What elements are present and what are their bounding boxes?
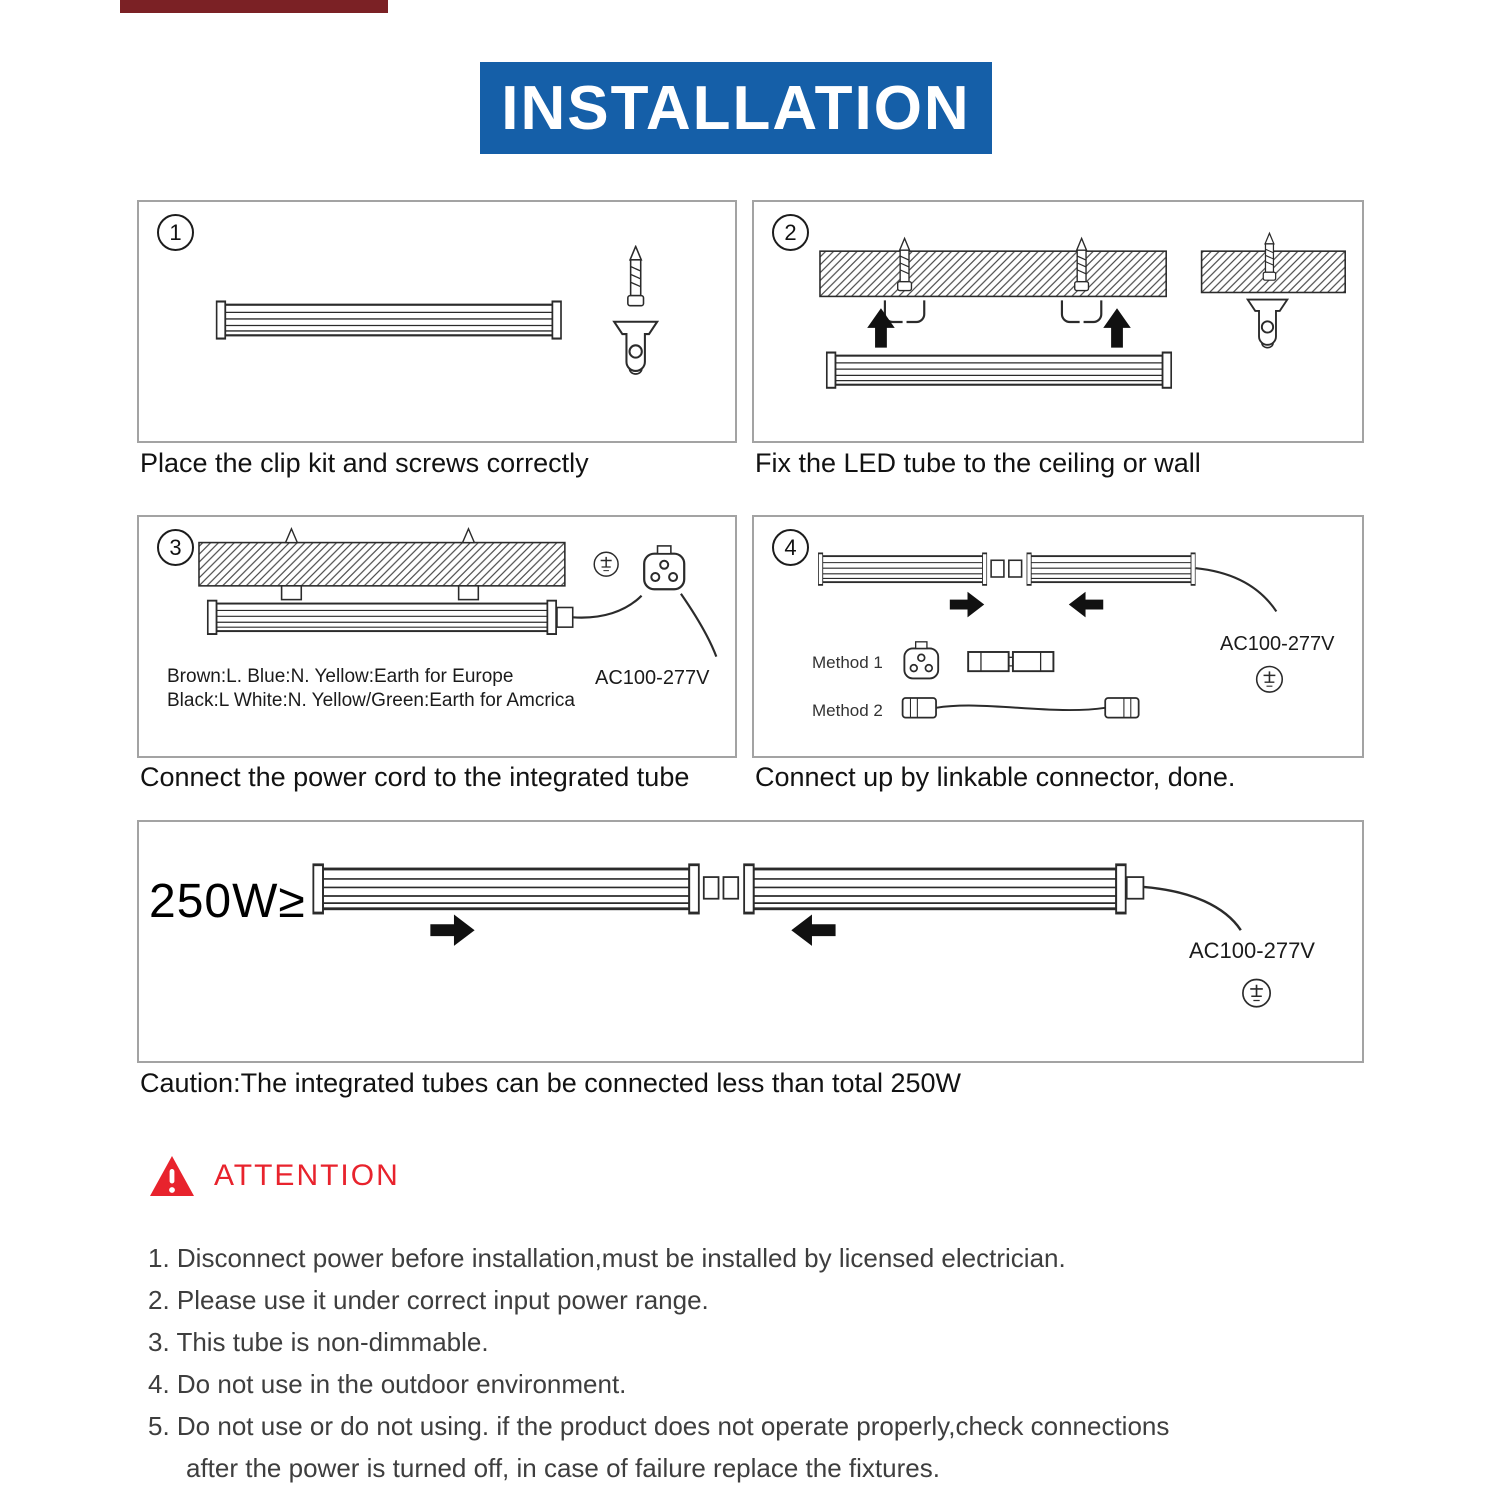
voltage-label: AC100-277V <box>595 667 710 689</box>
tube-end-connector-graphic <box>557 607 573 627</box>
step-2-number-badge: 2 <box>772 214 809 251</box>
power-cord-graphic <box>1196 568 1277 611</box>
step-3-diagram <box>139 517 735 756</box>
attention-item-3: 3. This tube is non-dimmable. <box>148 1327 489 1357</box>
step-2-diagram <box>754 202 1362 441</box>
ground-symbol-icon <box>594 552 618 576</box>
left-arrow-icon <box>1069 592 1103 618</box>
wire-color-note-line1: Brown:L. Blue:N. Yellow:Earth for Europe <box>167 666 514 687</box>
power-cord-graphic <box>573 596 642 618</box>
screw-tip-icon <box>286 529 298 543</box>
warning-triangle-icon <box>148 1154 196 1198</box>
led-tube-graphic <box>313 865 699 913</box>
linkable-connector-graphic <box>723 877 738 899</box>
led-tube-graphic <box>208 601 556 634</box>
attention-item-2: 2. Please use it under correct input power range. <box>148 1285 709 1315</box>
clip-icon <box>1248 300 1288 348</box>
step-1-caption: Place the clip kit and screws correctly <box>140 448 589 478</box>
screw-icon <box>628 246 644 305</box>
step-1-panel <box>137 200 737 443</box>
step-2-caption: Fix the LED tube to the ceiling or wall <box>755 448 1201 478</box>
led-tube-graphic <box>827 353 1171 388</box>
up-arrow-icon <box>867 308 895 347</box>
clip-icon <box>614 322 657 374</box>
power-cord-graphic <box>681 594 716 657</box>
method2-cable-graphic <box>903 698 1139 718</box>
step-3-caption: Connect the power cord to the integrated tube <box>140 762 690 792</box>
step-2-panel <box>752 200 1364 443</box>
clip-mount-graphic <box>282 586 302 600</box>
attention-item-4: 4. Do not use in the outdoor environment. <box>148 1369 627 1399</box>
ceiling-hatch-graphic <box>820 251 1166 296</box>
led-tube-graphic <box>744 865 1126 913</box>
step-4-caption: Connect up by linkable connector, done. <box>755 762 1236 792</box>
up-arrow-icon <box>1103 308 1131 347</box>
max-wattage-label: 250W≥ <box>149 875 306 928</box>
max-wattage-caption: Caution:The integrated tubes can be connected less than total 250W <box>140 1068 962 1098</box>
max-wattage-panel <box>137 820 1364 1063</box>
screw-icon <box>1263 233 1275 280</box>
tube-end-connector-graphic <box>1127 877 1144 899</box>
power-cord-graphic <box>1143 887 1240 930</box>
power-plug-icon <box>644 546 684 589</box>
voltage-label: AC100-277V <box>1220 633 1335 655</box>
title-banner <box>480 62 992 154</box>
attention-title: ATTENTION <box>214 1159 400 1192</box>
linkable-connector-graphic <box>1009 560 1022 577</box>
wire-color-note-line2: Black:L White:N. Yellow/Green:Earth for Amcrica <box>167 690 575 711</box>
step-1-diagram <box>139 202 735 441</box>
right-arrow-icon <box>430 914 474 945</box>
linkable-connector-graphic <box>704 877 719 899</box>
screw-tip-icon <box>463 529 475 543</box>
linkable-connector-graphic <box>991 560 1004 577</box>
linkable-connector-icon <box>968 652 1053 671</box>
right-arrow-icon <box>950 592 984 618</box>
step-4-number-badge: 4 <box>772 529 809 566</box>
step-4-panel <box>752 515 1364 758</box>
attention-item-5: 5. Do not use or do not using. if the product does not operate properly,check connections <box>148 1411 1170 1441</box>
page-title: INSTALLATION <box>501 73 971 143</box>
power-plug-icon <box>904 642 938 679</box>
method-1-label: Method 1 <box>812 653 883 672</box>
led-tube-graphic <box>1027 553 1195 585</box>
method-2-label: Method 2 <box>812 701 883 720</box>
attention-item-5-continued: after the power is turned off, in case of failure replace the fixtures. <box>186 1453 940 1483</box>
step-3-panel <box>137 515 737 758</box>
voltage-label: AC100-277V <box>1189 938 1315 963</box>
ground-symbol-icon <box>1243 979 1270 1006</box>
max-wattage-diagram <box>139 822 1362 1061</box>
cropped-header-bar <box>120 0 388 13</box>
step-3-number-badge: 3 <box>157 529 194 566</box>
ground-symbol-icon <box>1257 666 1283 692</box>
step-1-number-badge: 1 <box>157 214 194 251</box>
left-arrow-icon <box>791 914 835 945</box>
ceiling-hatch-graphic <box>199 543 565 586</box>
clip-mount-graphic <box>459 586 479 600</box>
led-tube-graphic <box>818 553 986 585</box>
attention-item-1: 1. Disconnect power before installation,must be installed by licensed electrician. <box>148 1243 1066 1273</box>
led-tube-graphic <box>217 301 561 338</box>
attention-header <box>148 1154 400 1198</box>
